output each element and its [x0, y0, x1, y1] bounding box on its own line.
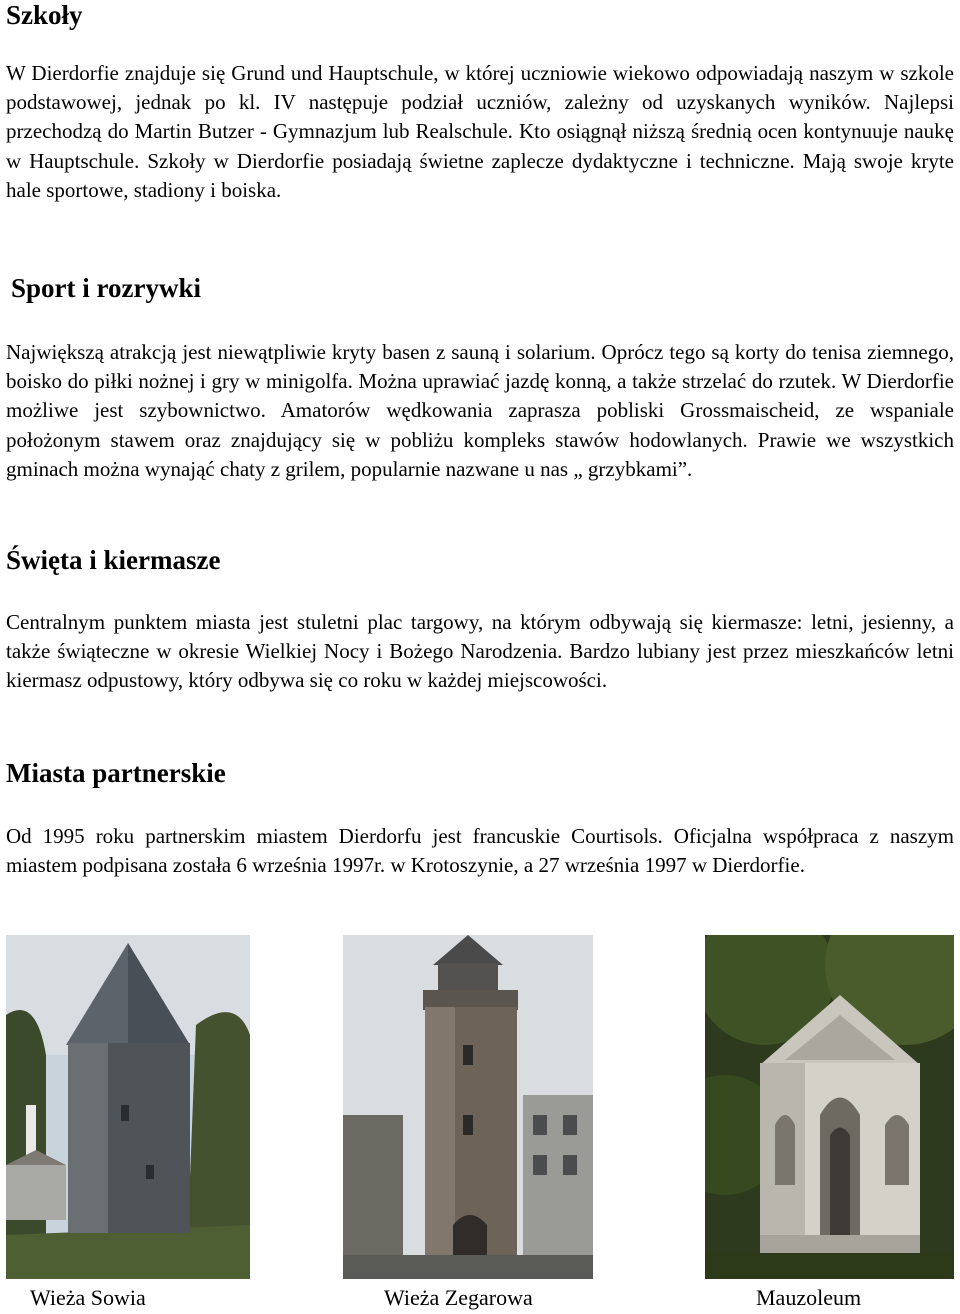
photo-caption-owl-tower: Wieża Sowia	[30, 1285, 146, 1310]
section-heading-partners: Miasta partnerskie	[6, 758, 226, 788]
section-text-schools: W Dierdorfie znajduje się Grund und Hauptschule, w której uczniowie wiekowo odpowiadają naszym w szkole podstawowej, jednak po kl. IV następuje podział uczniów, zależny od uzyskanych wyników. Najlepsi przechodzą do Martin Butzer - Gymnazjum lub Realschule. Kto osiągnął niższą średnią ocen kontynuuje naukę w Hauptschule. Szkoły w Dierdorfie posiadają świetne zaplecze dydaktyczne i techniczne. Mają swoje kryte hale sportowe, stadiony i boiska.	[6, 61, 954, 202]
section-text-sport: Największą atrakcją jest niewątpliwie kryty basen z sauną i solarium. Oprócz tego są korty do tenisa ziemnego, boisko do piłki nożnej i gry w minigolfa. Można uprawiać jazdę konną, a także strzelać do rzutek. W Dierdorfie możliwe jest szybownictwo. Amatorów wędkowania zaprasza pobliski Grossmaischeid, ze wspaniale położonym stawem oraz znajdujący się w pobliżu kompleks stawów hodowlanych. Prawie we wszystkich gminach można wynająć chaty z grilem, popularnie nazwane u nas „ grzybkami”.	[6, 340, 954, 481]
section-text-holidays: Centralnym punktem miasta jest stuletni plac targowy, na którym odbywają się kiermasze: letni, jesienny, a także świąteczne w okresie Wielkiej Nocy i Bożego Narodzenia. Bardzo lubiany jest przez mieszkańców letni kiermasz odpustowy, który odbywa się co roku w każdej miejscowości.	[6, 610, 954, 693]
photo-owl-tower	[6, 935, 250, 1279]
photo-clock-tower	[343, 935, 593, 1279]
section-heading-sport: Sport i rozrywki	[11, 273, 201, 303]
photo-mausoleum	[705, 935, 954, 1279]
section-heading-holidays: Święta i kiermasze	[6, 545, 221, 575]
section-text-partners: Od 1995 roku partnerskim miastem Dierdorfu jest francuskie Courtisols. Oficjalna współpraca z naszym miastem podpisana została 6 września 1997r. w Krotoszynie, a 27 września 1997 w Dierdorfie.	[6, 824, 954, 878]
photo-caption-clock-tower: Wieża Zegarowa	[384, 1285, 533, 1310]
photo-caption-mausoleum: Mauzoleum	[756, 1285, 862, 1310]
section-heading-schools: Szkoły	[6, 0, 83, 30]
